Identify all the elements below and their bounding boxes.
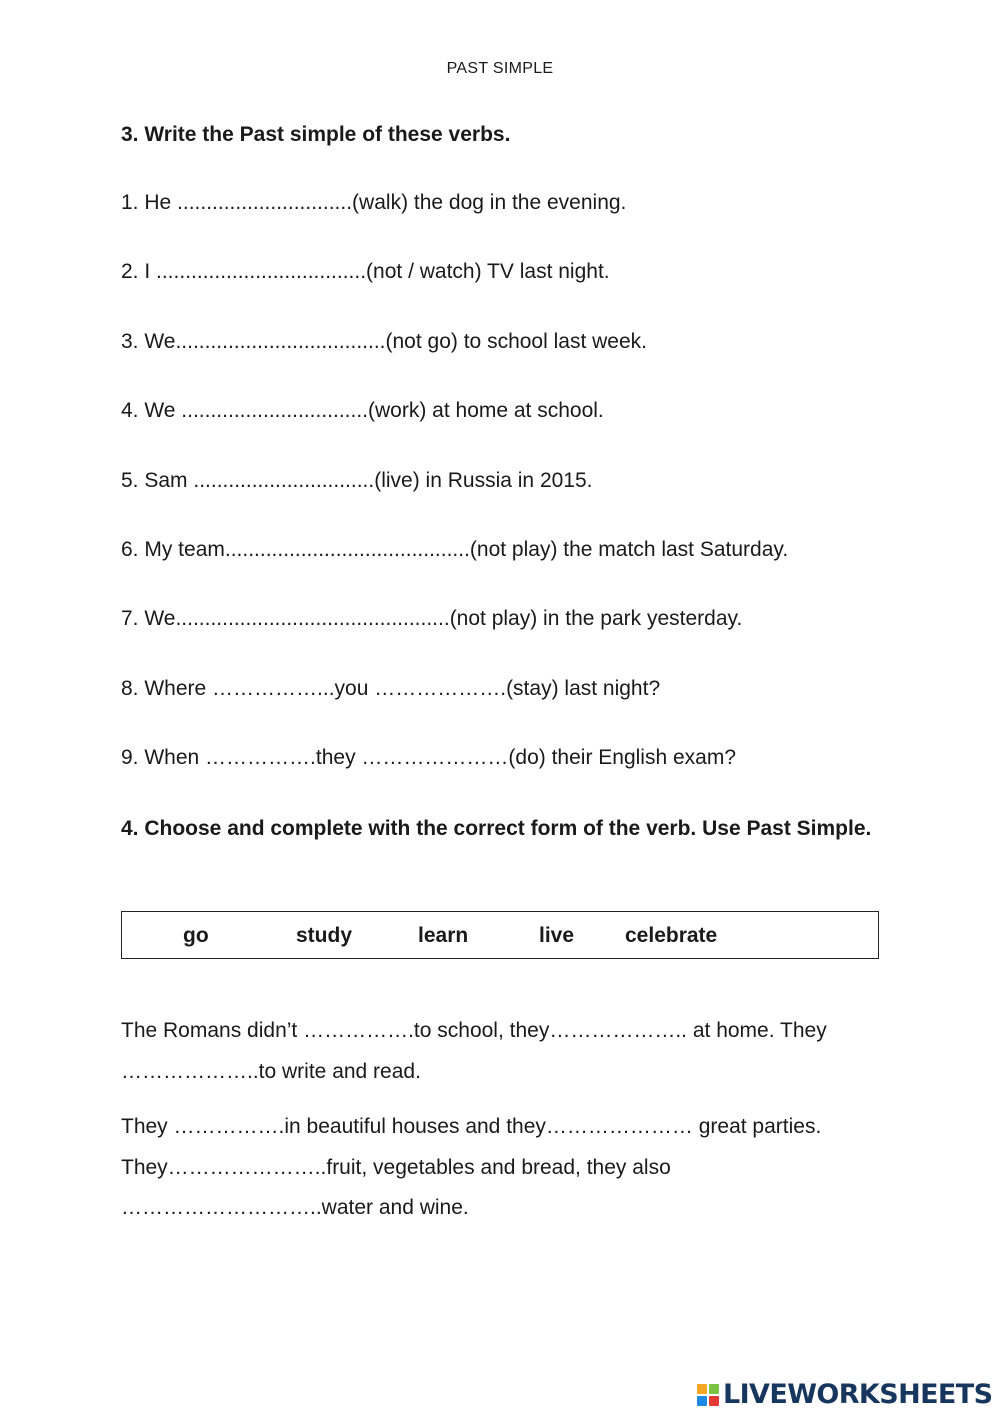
exercise-item-3: 3. We....................................(not go) to school last week.	[121, 329, 647, 353]
exercise-paragraph-1: The Romans didn’t …………….to school, they……………….. at home. They ………………..to write and read.	[121, 1019, 827, 1083]
exercise-list	[121, 189, 921, 814]
exercise-item-1: 1. He ..............................(walk) the dog in the evening.	[121, 191, 627, 214]
liveworksheets-logo-icon	[697, 1384, 719, 1406]
section-4-title: 4. Choose and complete with the correct form of the verb. Use Past Simple.	[121, 817, 872, 840]
liveworksheets-brand-text: LIVEWORKSHEETS	[723, 1379, 993, 1410]
word-bank-word-go: go	[183, 924, 209, 947]
word-bank-word-study: study	[296, 924, 353, 947]
logo-cell-4	[709, 1396, 719, 1406]
exercise-item-4: 4. We ................................(work) at home at school.	[121, 399, 604, 423]
exercise-item-7: 7. We...............................................(not play) in the park yesterday.	[121, 607, 743, 631]
exercise-item-6: 6. My team..........................................(not play) the match last Saturday.	[121, 537, 789, 561]
word-bank	[121, 911, 879, 959]
exercise-item-8: 8. Where ……………...you ……………….(stay) last night?	[121, 676, 661, 700]
page-header-title: PAST SIMPLE	[446, 60, 554, 77]
section-3-title: 3. Write the Past simple of these verbs.	[121, 123, 511, 146]
exercise-paragraph-2: They …………….in beautiful houses and they………………… great parties. They…………………..fruit, vegetables and bread, they also ………………………..water and wine.	[121, 1115, 822, 1219]
logo-cell-2	[709, 1384, 719, 1394]
word-bank-word-learn: learn	[418, 924, 469, 947]
liveworksheets-logo[interactable]	[697, 1378, 992, 1412]
logo-cell-3	[697, 1396, 707, 1406]
exercise-item-9: 9. When …………….they …………………(do) their English exam?	[121, 746, 737, 770]
word-bank-word-celebrate: celebrate	[625, 924, 718, 947]
word-bank-word-live: live	[539, 924, 575, 947]
logo-cell-1	[697, 1384, 707, 1394]
exercise-item-5: 5. Sam ...............................(live) in Russia in 2015.	[121, 468, 593, 492]
exercise-item-2: 2. I ....................................(not / watch) TV last night.	[121, 260, 610, 284]
